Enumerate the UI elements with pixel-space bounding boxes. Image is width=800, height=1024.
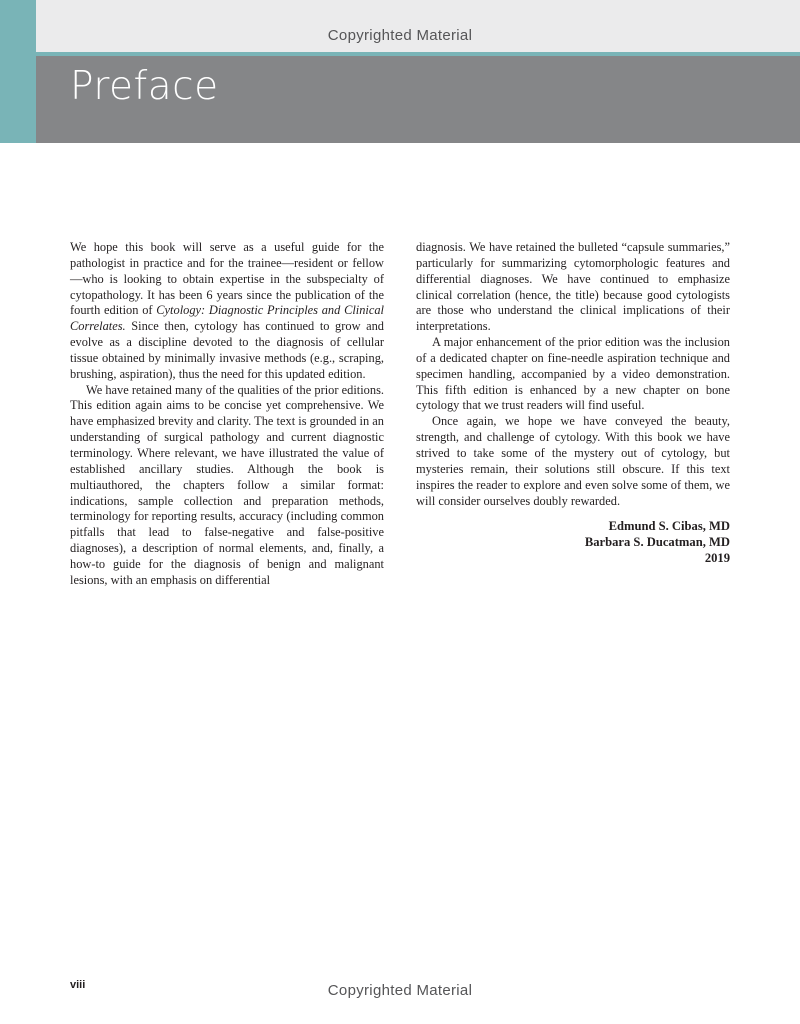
paragraph-text: Since then, cytology has continued to grow and evolve as a discipline devoted to the diagnosis of cellular tissue obtained by minimally invasive methods (e.g., scraping, brushing, aspiration), thus the need for this updated edition. [70, 319, 384, 381]
signature-author: Barbara S. Ducatman, MD [584, 535, 730, 550]
paragraph: A major enhancement of the prior edition was the inclusion of a dedicated chapter on fine-needle aspiration technique and specimen handling, accompanied by a video demonstration. This fifth edition is enhanced by a new chapter on bone cytology that we trust readers will find useful. [416, 335, 730, 413]
paragraph [70, 240, 384, 383]
signature-year: 2019 [704, 550, 730, 565]
right-column [416, 240, 730, 567]
chapter-side-tab [0, 0, 36, 143]
book-title-italic: Cytology: Diagnostic Principles and Clinical Correlates. [70, 303, 385, 334]
watermark-top: Copyrighted Material [327, 27, 473, 44]
header-strip [36, 0, 800, 52]
paragraph: Once again, we hope we have conveyed the beauty, strength, and challenge of cytology. With this book we have strived to take some of the mystery out of cytology, but mysteries remain, their solutions still obscure. If this text inspires the reader to explore and even solve some of them, we will consider ourselves doubly rewarded. [416, 414, 730, 508]
page-number: viii [70, 979, 86, 991]
watermark-bottom: Copyrighted Material [327, 982, 473, 999]
paragraph: diagnosis. We have retained the bulleted “capsule summaries,” particularly for summarizing cytomorphologic features and differential diagnoses. We have continued to emphasize clinical correlation (hence, the title) because good cytologists are those who understand the clinical implications of their interpretations. [416, 240, 730, 334]
paragraph: We have retained many of the qualities of the prior editions. This edition again aims to be concise yet comprehensive. We have emphasized brevity and clarity. The text is grounded in an understanding of surgical pathology and current diagnostic terminology. Where relevant, we have illustrated the value of established ancillary studies. Although the book is multiauthored, the chapters follow a similar format: indications, sample collection and preparation methods, terminology for reporting results, accuracy (including common pitfalls that lead to false-negative and false-positive diagnoses), a description of normal elements, and, finally, a how-to guide for the diagnosis of benign and malignant lesions, with an emphasis on differential [70, 382, 384, 587]
signature-author: Edmund S. Cibas, MD [608, 519, 730, 534]
signature-block [416, 519, 730, 566]
page-title: Preface [70, 64, 219, 109]
left-column [70, 240, 384, 589]
paragraph-text: We hope this book will serve as a useful guide for the pathologist in practice and for the trainee—resident or fellow—who is looking to obtain expertise in the subspecialty of cytopathology. It has been 6 years since the publication of the fourth edition of [70, 240, 384, 318]
